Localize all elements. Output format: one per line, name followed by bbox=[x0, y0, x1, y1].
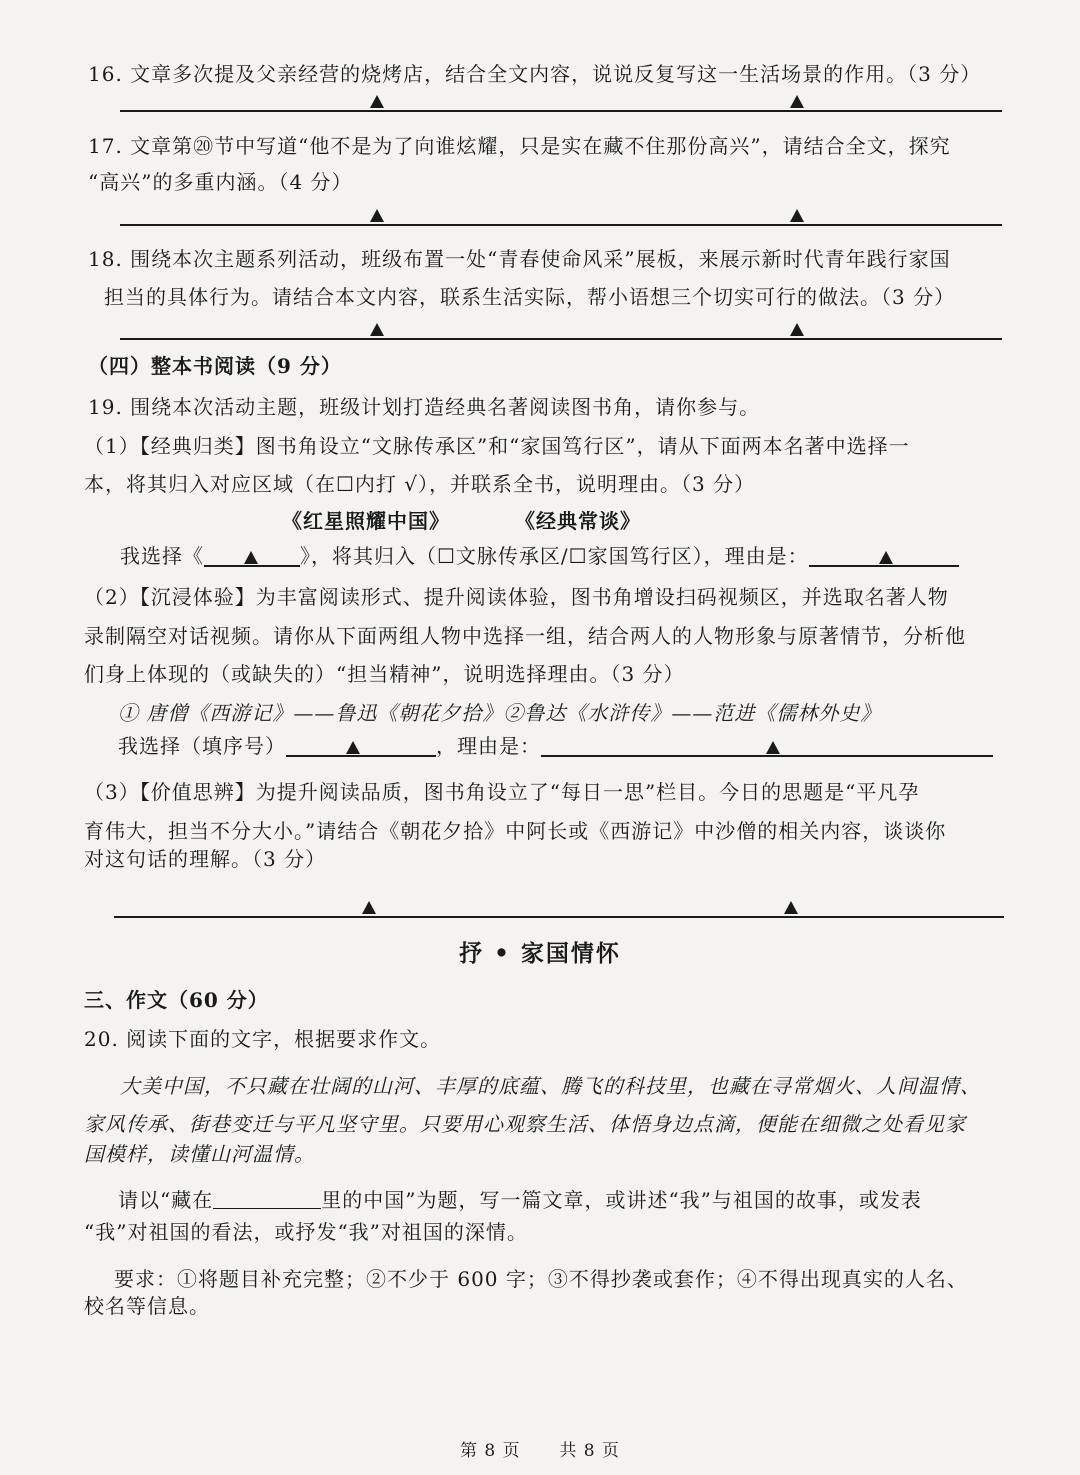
answer-marker-icon bbox=[790, 323, 804, 336]
answer-marker-icon bbox=[790, 95, 804, 108]
reason-blank-1[interactable] bbox=[809, 542, 959, 570]
question-17-line2: “高兴”的多重内涵。（4 分） bbox=[88, 170, 353, 194]
section-4-title: （四）整本书阅读（9 分） bbox=[88, 354, 342, 378]
question-18-line1: 18. 围绕本次主题系列活动，班级布置一处“青春使命风采”展板，来展示新时代青年践行家国 bbox=[88, 247, 951, 271]
answer-line-16[interactable] bbox=[120, 84, 1002, 114]
answer-rule bbox=[213, 1208, 321, 1209]
answer-rule bbox=[120, 338, 1002, 340]
choose-book-line bbox=[120, 542, 959, 570]
answer-marker-icon bbox=[370, 209, 384, 222]
answer-line-19-3[interactable] bbox=[114, 890, 1004, 920]
answer-marker-icon bbox=[879, 551, 893, 564]
question-19-1-line1: （1）【经典归类】图书角设立“文脉传承区”和“家国笃行区”，请从下面两本名著中选择一 bbox=[84, 434, 910, 458]
answer-rule bbox=[204, 565, 300, 567]
page-number: 第 8 页 bbox=[459, 1441, 521, 1461]
question-18-line2: 担当的具体行为。请结合本文内容，联系生活实际，帮小语想三个切实可行的做法。（3 分） bbox=[104, 285, 956, 309]
book-title-2: 《经典常谈》 bbox=[515, 509, 641, 533]
choose-book-suffix: 》，将其归入（☐文脉传承区/☐家国笃行区），理由是： bbox=[300, 544, 809, 568]
answer-line-17[interactable] bbox=[120, 198, 1002, 228]
essay-title-blank[interactable] bbox=[213, 1188, 321, 1214]
answer-rule bbox=[114, 916, 1004, 918]
question-19-2-line2: 录制隔空对话视频。请你从下面两组人物中选择一组，结合两人的人物形象与原著情节，分析他 bbox=[84, 624, 966, 648]
question-19-2-line1: （2）【沉浸体验】为丰富阅读形式、提升阅读体验，图书角增设扫码视频区，并选取名著人物 bbox=[84, 585, 949, 609]
question-19-1-line2: 本，将其归入对应区域（在☐内打 √），并联系全书，说明理由。（3 分） bbox=[84, 472, 756, 496]
answer-marker-icon bbox=[790, 209, 804, 222]
requirements-line1: 要求：①将题目补充完整；②不少于 600 字；③不得抄袭或套作；④不得出现真实的人名、 bbox=[114, 1267, 968, 1291]
part-title: 抒 • 家国情怀 bbox=[459, 940, 621, 967]
essay-title-suffix: 里的中国”为题，写一篇文章，或讲述“我”与祖国的故事，或发表 bbox=[321, 1188, 922, 1212]
answer-rule bbox=[120, 110, 1002, 112]
page-footer bbox=[0, 1436, 1080, 1461]
answer-marker-icon bbox=[362, 901, 376, 914]
choose-group-prefix: 我选择（填序号） bbox=[118, 734, 286, 758]
answer-rule bbox=[286, 755, 436, 757]
character-groups: ① 唐僧《西游记》——鲁迅《朝花夕拾》②鲁达《水浒传》——范进《儒林外史》 bbox=[118, 701, 882, 725]
question-20-intro: 20. 阅读下面的文字，根据要求作文。 bbox=[84, 1027, 442, 1051]
question-19-3-line1: （3）【价值思辨】为提升阅读品质，图书角设立了“每日一思”栏目。今日的思题是“平凡孕 bbox=[84, 780, 920, 804]
book-title-1: 《红星照耀中国》 bbox=[282, 509, 450, 533]
requirements-line2: 校名等信息。 bbox=[84, 1294, 210, 1318]
answer-rule bbox=[541, 755, 993, 757]
question-17-line1: 17. 文章第⑳节中写道“他不是为了向谁炫耀，只是实在藏不住那份高兴”，请结合全文，探究 bbox=[88, 134, 951, 158]
answer-marker-icon bbox=[346, 741, 360, 754]
essay-instruction-line2: “我”对祖国的看法，或抒发“我”对祖国的深情。 bbox=[84, 1220, 528, 1244]
answer-rule bbox=[809, 565, 959, 567]
essay-title-line bbox=[118, 1186, 922, 1214]
reason-blank-2[interactable] bbox=[541, 732, 993, 760]
essay-title-prefix: 请以“藏在 bbox=[118, 1188, 214, 1212]
answer-marker-icon bbox=[244, 551, 258, 564]
question-19-3-line2: 育伟大，担当不分大小。”请结合《朝花夕拾》中阿长或《西游记》中沙僧的相关内容，谈谈你 bbox=[84, 819, 947, 843]
section-3-title: 三、作文（60 分） bbox=[84, 988, 269, 1012]
choose-book-prefix: 我选择《 bbox=[120, 544, 204, 568]
prompt-line3: 国模样，读懂山河温情。 bbox=[84, 1142, 315, 1166]
prompt-line1: 大美中国，不只藏在壮阔的山河、丰厚的底蕴、腾飞的科技里，也藏在寻常烟火、人间温情、 bbox=[120, 1074, 981, 1098]
prompt-line2: 家风传承、街巷变迁与平凡坚守里。只要用心观察生活、体悟身边点滴，便能在细微之处看见家 bbox=[84, 1112, 966, 1136]
question-19-intro: 19. 围绕本次活动主题，班级计划打造经典名著阅读图书角，请你参与。 bbox=[88, 395, 761, 419]
answer-marker-icon bbox=[766, 741, 780, 754]
choose-group-line bbox=[118, 732, 993, 760]
choose-group-suffix: ，理由是： bbox=[436, 734, 541, 758]
group-choice-blank[interactable] bbox=[286, 732, 436, 760]
question-19-3-line3: 对这句话的理解。（3 分） bbox=[84, 847, 327, 871]
answer-marker-icon bbox=[784, 901, 798, 914]
answer-line-18[interactable] bbox=[120, 312, 1002, 342]
book-choice-blank[interactable] bbox=[204, 542, 300, 570]
answer-rule bbox=[120, 224, 1002, 226]
answer-marker-icon bbox=[370, 95, 384, 108]
answer-marker-icon bbox=[370, 323, 384, 336]
page-total: 共 8 页 bbox=[559, 1441, 621, 1461]
question-19-2-line3: 们身上体现的（或缺失的）“担当精神”，说明选择理由。（3 分） bbox=[84, 662, 685, 686]
question-16: 16. 文章多次提及父亲经营的烧烤店，结合全文内容，说说反复写这一生活场景的作用。（3 分） bbox=[88, 62, 982, 86]
